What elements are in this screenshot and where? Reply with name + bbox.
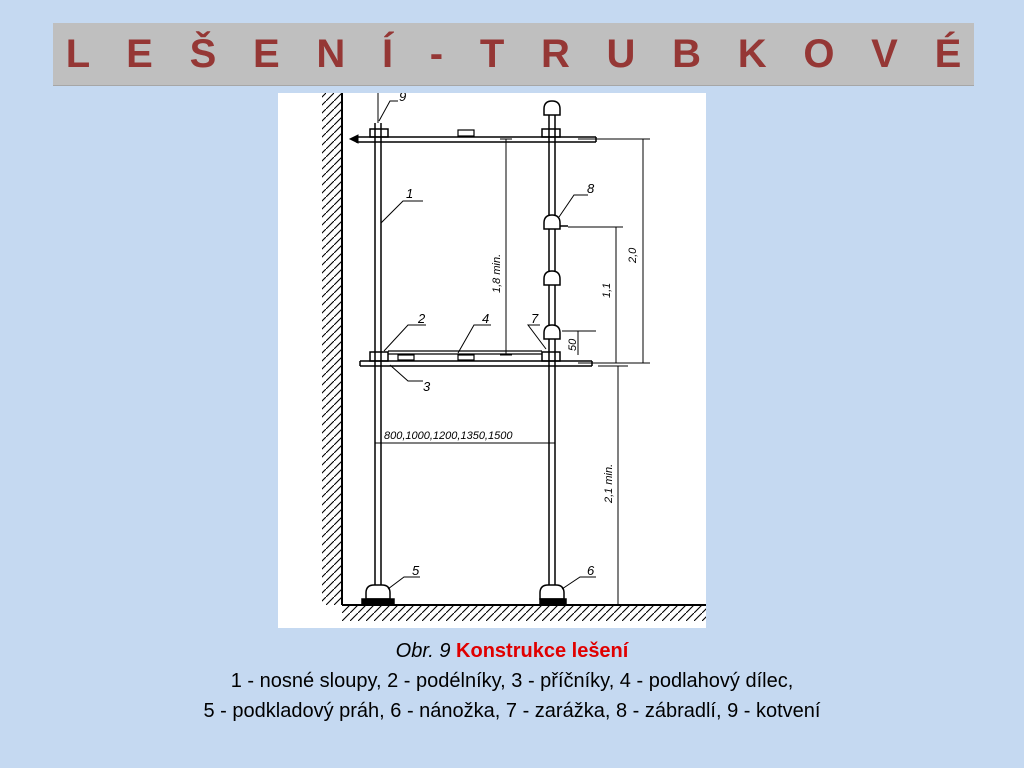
callout-5: 5 (412, 563, 420, 578)
callout-2: 2 (418, 311, 426, 326)
callout-6: 6 (587, 563, 595, 578)
outer-standard (549, 103, 555, 593)
dimension-level-spacing: 2,0 (627, 247, 639, 263)
figure-label: Obr. 9 (395, 640, 451, 662)
callout-4: 4 (482, 311, 490, 326)
figure-caption (0, 636, 1024, 726)
legend-line-2: 5 - podkladový práh, 6 - nánožka, 7 - zarážka, 8 - zábradlí, 9 - kotvení (203, 700, 821, 722)
scaffold-drawing (278, 93, 706, 628)
dimension-height-top: 1,8 min. (491, 253, 503, 293)
top-level-ledger (350, 129, 596, 143)
callout-1: 1 (406, 186, 414, 201)
dimension-lines (375, 139, 650, 605)
dimension-railing: 1,1 (601, 282, 613, 298)
callout-9: 9 (399, 93, 407, 104)
callout-3: 3 (423, 379, 431, 394)
mid-level-ledger (360, 351, 592, 366)
base-plates (362, 585, 566, 605)
callout-7: 7 (531, 311, 539, 326)
slide-title: L E Š E N Í - T R U B K O V É (65, 31, 975, 76)
title-bar (53, 23, 974, 86)
dimension-widths: 800,1000,1200,1350,1500 (384, 430, 513, 442)
inner-standard (375, 93, 381, 593)
callout-8: 8 (587, 181, 595, 196)
legend-line-1: 1 - nosné sloupy, 2 - podélníky, 3 - příčníky, 4 - podlahový dílec, (230, 670, 794, 692)
leader-lines (379, 101, 596, 589)
ground (342, 605, 706, 621)
caption-heading (0, 636, 1024, 666)
wall (322, 93, 342, 605)
dimension-toe-board: 50 (567, 338, 579, 351)
figure-name: Konstrukce lešení (456, 640, 629, 662)
dimension-height-bottom: 2,1 min. (603, 463, 615, 503)
